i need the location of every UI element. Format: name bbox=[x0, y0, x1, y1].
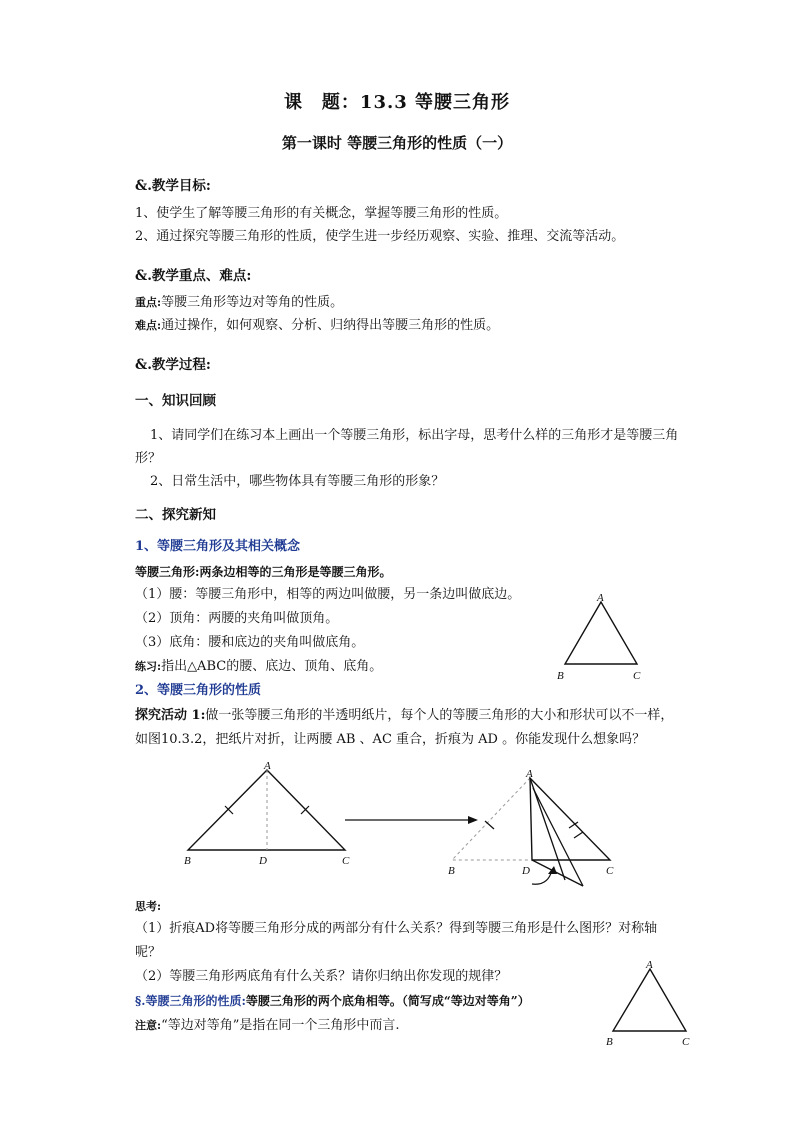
tick-mark-folded-3 bbox=[574, 832, 583, 838]
fig2-label-b: B bbox=[184, 855, 191, 867]
explore-heading: 二、探究新知 bbox=[135, 507, 216, 523]
page-title: 课 题：13.3 等腰三角形 bbox=[283, 92, 511, 113]
activity-text-1: 做一张等腰三角形的半透明纸片，每个人的等腰三角形的大小和形状可以不一样， bbox=[205, 708, 674, 723]
vertex-label-a: A bbox=[597, 592, 604, 604]
key-points-heading: &.教学重点、难点: bbox=[135, 268, 252, 284]
curve-arrow-head-icon bbox=[548, 866, 557, 874]
concept-item-3: （3）底角：腰和底边的夹角叫做底角。 bbox=[135, 635, 365, 650]
activity-line-2: 如图10.3.2，把纸片对折，让两腰 AB 、AC 重合，折痕为 AD 。你能发现什么想象吗？ bbox=[135, 732, 646, 747]
exercise-text: 指出△ABC的腰、底边、顶角、底角。 bbox=[161, 659, 383, 674]
definition-line bbox=[135, 562, 391, 583]
concept-item-1: （1）腰：等腰三角形中，相等的两边叫做腰，另一条边叫做底边。 bbox=[135, 587, 521, 602]
fig4-label-a: A bbox=[646, 959, 653, 971]
review-question-2: 2、日常生活中，哪些物体具有等腰三角形的形象？ bbox=[150, 474, 445, 489]
review-question-1-line-2: 形？ bbox=[135, 451, 162, 466]
review-question-1-line-1: 1、请同学们在练习本上画出一个等腰三角形，标出字母，思考什么样的三角形才是等腰三角 bbox=[150, 428, 679, 443]
think-label: 思考: bbox=[135, 900, 162, 913]
review-heading: 一、知识回顾 bbox=[135, 393, 216, 409]
note-label: 注意: bbox=[135, 1019, 162, 1032]
process-heading: &.教学过程: bbox=[135, 357, 211, 373]
explore-subheading-2: 2、等腰三角形的性质 bbox=[135, 683, 262, 698]
explore-subheading-1: 1、等腰三角形及其相关概念 bbox=[135, 539, 301, 554]
fig2-label-c: C bbox=[342, 855, 350, 867]
definition-label: 等腰三角形: bbox=[135, 565, 200, 579]
fig3-label-a: A bbox=[526, 768, 533, 780]
difficulty-line bbox=[135, 316, 499, 336]
focus-label: 重点: bbox=[135, 296, 162, 309]
think-question-1-line-2: 呢？ bbox=[135, 945, 162, 960]
exercise-line bbox=[135, 657, 382, 677]
folding-figure bbox=[180, 758, 620, 888]
difficulty-label: 难点: bbox=[135, 319, 162, 332]
objective-item-1: 1、使学生了解等腰三角形的有关概念，掌握等腰三角形的性质。 bbox=[135, 206, 508, 221]
note-text: “等边对等角”是指在同一个三角形中而言. bbox=[161, 1018, 400, 1033]
page-subtitle: 第一课时 等腰三角形的性质（一） bbox=[281, 134, 513, 152]
objective-item-2: 2、通过探究等腰三角形的性质，使学生进一步经历观察、实验、推理、交流等活动。 bbox=[135, 229, 625, 244]
fixed-half-outline bbox=[530, 778, 610, 860]
vertex-label-c: C bbox=[633, 670, 641, 682]
fig4-label-c: C bbox=[682, 1036, 690, 1048]
focus-text: 等腰三角形等边对等角的性质。 bbox=[161, 295, 344, 310]
isosceles-triangle-figure-1 bbox=[555, 590, 645, 685]
triangle-abc-outline-2 bbox=[613, 969, 686, 1031]
property-text: 等腰三角形的两个底角相等。（简写成“等边对等角”） bbox=[245, 994, 530, 1008]
exercise-label: 练习: bbox=[135, 660, 162, 673]
fig4-label-b: B bbox=[606, 1036, 613, 1048]
concept-item-2: （2）顶角：两腰的夹角叫做顶角。 bbox=[135, 611, 339, 626]
tick-mark-folded-1 bbox=[485, 821, 494, 829]
tick-mark-ab bbox=[225, 806, 233, 814]
difficulty-text: 通过操作，如何观察、分析、归纳得出等腰三角形的性质。 bbox=[161, 318, 500, 333]
objectives-heading: &.教学目标: bbox=[135, 178, 211, 194]
think-question-1-line-1: （1）折痕AD将等腰三角形分成的两部分有什么关系？得到等腰三角形是什么图形？对称轴 bbox=[135, 921, 658, 936]
triangle-abc-outline bbox=[565, 602, 637, 664]
fig3-label-b: B bbox=[448, 865, 455, 877]
fig2-label-a: A bbox=[264, 760, 271, 772]
definition-text: 两条边相等的三角形是等腰三角形。 bbox=[199, 565, 392, 579]
folded-edge-3 bbox=[532, 860, 583, 886]
fold-direction-curve bbox=[532, 870, 552, 884]
property-label: §.等腰三角形的性质: bbox=[135, 994, 246, 1008]
fig2-label-d: D bbox=[259, 855, 267, 867]
folded-edge-2 bbox=[530, 778, 565, 880]
vertex-label-b: B bbox=[557, 670, 564, 682]
focus-line bbox=[135, 293, 343, 313]
fig3-label-d: D bbox=[522, 865, 530, 877]
dashed-half-outline bbox=[452, 778, 530, 860]
think-question-2: （2）等腰三角形两底角有什么关系？请你归纳出你发现的规律？ bbox=[135, 969, 508, 984]
isosceles-triangle-figure-2 bbox=[600, 955, 700, 1050]
note-line bbox=[135, 1016, 400, 1036]
property-line bbox=[135, 991, 530, 1012]
activity-label: 探究活动 1: bbox=[135, 708, 206, 723]
fig3-label-c: C bbox=[606, 865, 614, 877]
arrow-head-icon bbox=[468, 816, 478, 824]
activity-line-1 bbox=[135, 706, 673, 726]
